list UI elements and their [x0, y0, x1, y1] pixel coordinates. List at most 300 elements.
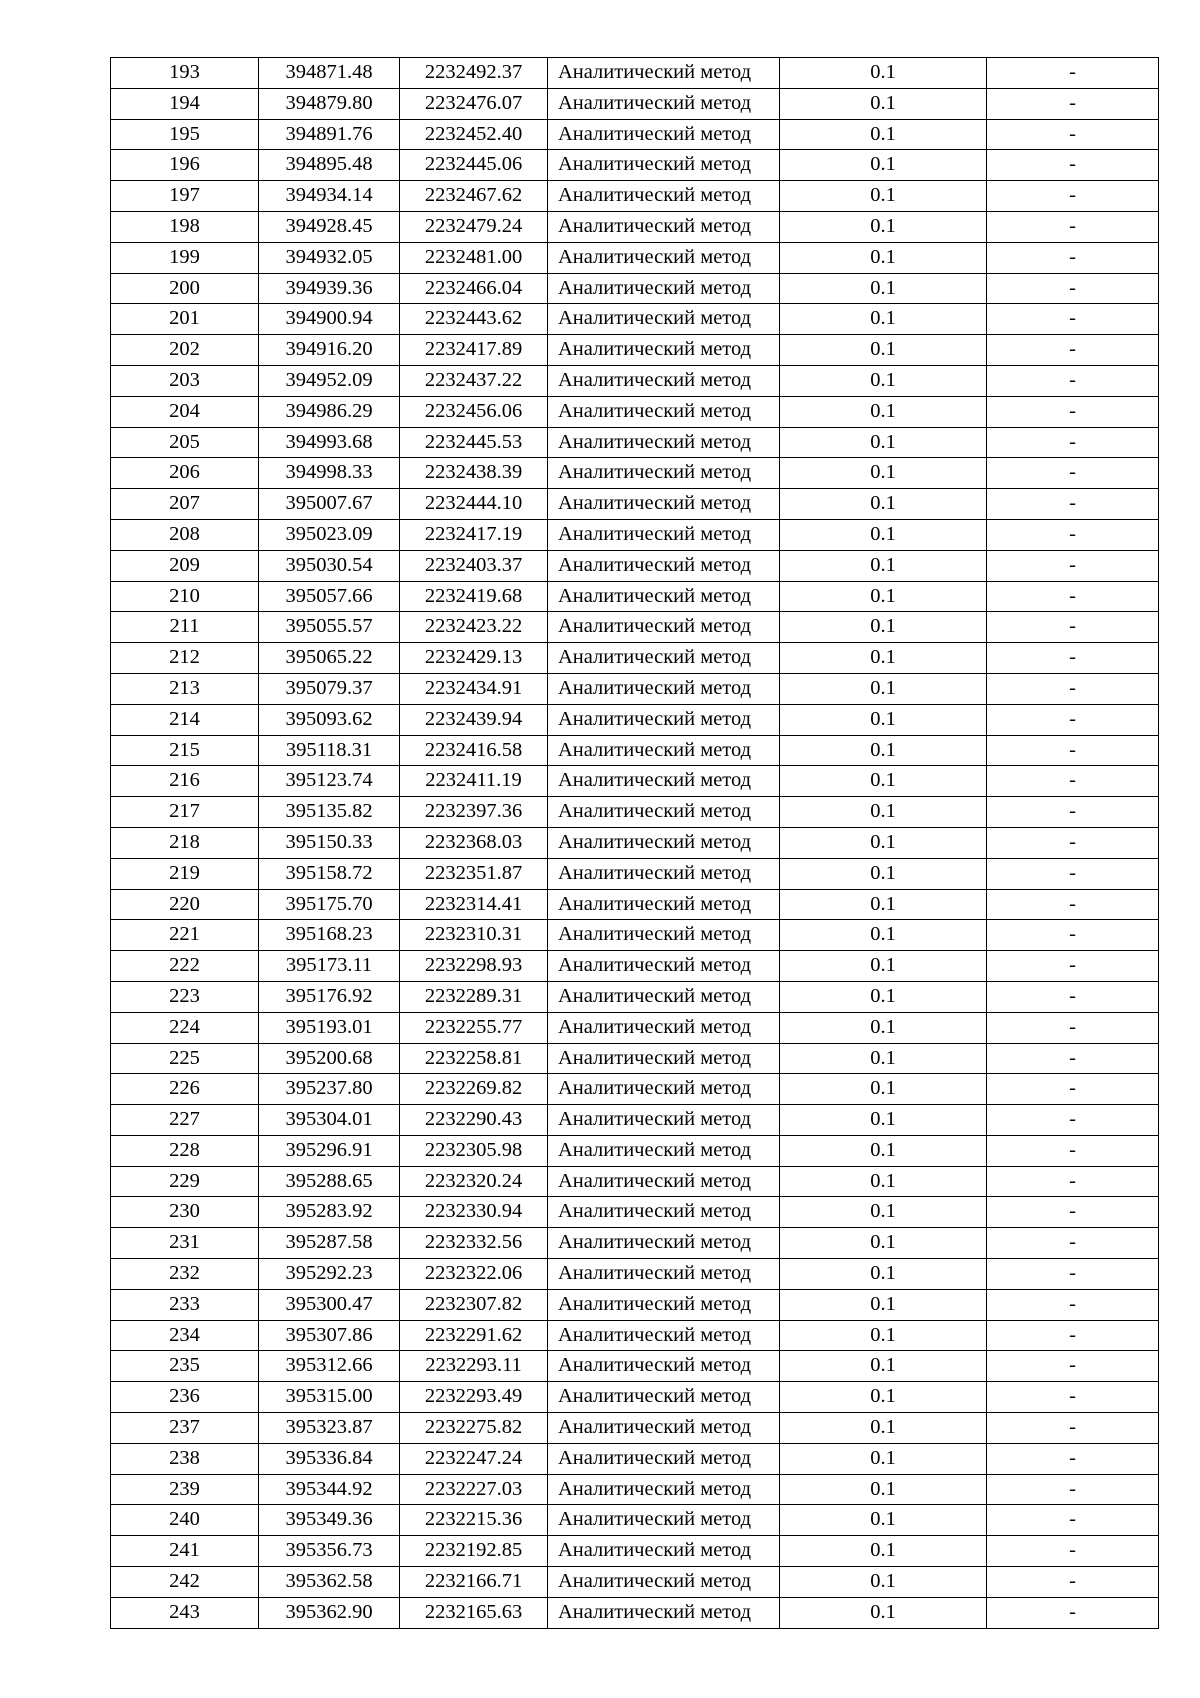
table-row — [111, 766, 1159, 797]
description-cell: - — [987, 1289, 1159, 1320]
x-coordinate-cell: 395362.90 — [259, 1597, 400, 1628]
accuracy-cell: 0.1 — [780, 1043, 987, 1074]
y-coordinate-cell: 2232310.31 — [400, 920, 548, 951]
accuracy-cell: 0.1 — [780, 858, 987, 889]
y-coordinate-cell: 2232437.22 — [400, 365, 548, 396]
accuracy-cell: 0.1 — [780, 181, 987, 212]
point-number-cell: 235 — [111, 1351, 259, 1382]
y-coordinate-cell: 2232330.94 — [400, 1197, 548, 1228]
method-cell: Аналитический метод — [548, 1043, 780, 1074]
point-number-cell: 209 — [111, 550, 259, 581]
x-coordinate-cell: 394928.45 — [259, 211, 400, 242]
x-coordinate-cell: 394891.76 — [259, 119, 400, 150]
method-cell: Аналитический метод — [548, 181, 780, 212]
description-cell: - — [987, 1043, 1159, 1074]
table-row — [111, 58, 1159, 89]
description-cell: - — [987, 150, 1159, 181]
method-cell: Аналитический метод — [548, 735, 780, 766]
table-row — [111, 1443, 1159, 1474]
point-number-cell: 197 — [111, 181, 259, 212]
y-coordinate-cell: 2232438.39 — [400, 458, 548, 489]
description-cell: - — [987, 889, 1159, 920]
x-coordinate-cell: 395200.68 — [259, 1043, 400, 1074]
accuracy-cell: 0.1 — [780, 981, 987, 1012]
accuracy-cell: 0.1 — [780, 704, 987, 735]
y-coordinate-cell: 2232439.94 — [400, 704, 548, 735]
table-row — [111, 304, 1159, 335]
y-coordinate-cell: 2232476.07 — [400, 88, 548, 119]
accuracy-cell: 0.1 — [780, 304, 987, 335]
description-cell: - — [987, 735, 1159, 766]
x-coordinate-cell: 394900.94 — [259, 304, 400, 335]
x-coordinate-cell: 395175.70 — [259, 889, 400, 920]
description-cell: - — [987, 1135, 1159, 1166]
accuracy-cell: 0.1 — [780, 1259, 987, 1290]
y-coordinate-cell: 2232291.62 — [400, 1320, 548, 1351]
description-cell: - — [987, 489, 1159, 520]
table-row — [111, 858, 1159, 889]
x-coordinate-cell: 394993.68 — [259, 427, 400, 458]
description-cell: - — [987, 519, 1159, 550]
point-number-cell: 215 — [111, 735, 259, 766]
point-number-cell: 218 — [111, 827, 259, 858]
method-cell: Аналитический метод — [548, 1259, 780, 1290]
point-number-cell: 217 — [111, 797, 259, 828]
method-cell: Аналитический метод — [548, 396, 780, 427]
description-cell: - — [987, 242, 1159, 273]
point-number-cell: 229 — [111, 1166, 259, 1197]
y-coordinate-cell: 2232293.11 — [400, 1351, 548, 1382]
point-number-cell: 206 — [111, 458, 259, 489]
description-cell: - — [987, 612, 1159, 643]
y-coordinate-cell: 2232456.06 — [400, 396, 548, 427]
y-coordinate-cell: 2232166.71 — [400, 1567, 548, 1598]
description-cell: - — [987, 1413, 1159, 1444]
point-number-cell: 193 — [111, 58, 259, 89]
x-coordinate-cell: 395288.65 — [259, 1166, 400, 1197]
table-row — [111, 88, 1159, 119]
accuracy-cell: 0.1 — [780, 1166, 987, 1197]
table-row — [111, 1320, 1159, 1351]
method-cell: Аналитический метод — [548, 550, 780, 581]
table-row — [111, 519, 1159, 550]
description-cell: - — [987, 304, 1159, 335]
description-cell: - — [987, 981, 1159, 1012]
x-coordinate-cell: 395065.22 — [259, 643, 400, 674]
description-cell: - — [987, 951, 1159, 982]
accuracy-cell: 0.1 — [780, 766, 987, 797]
description-cell: - — [987, 1197, 1159, 1228]
y-coordinate-cell: 2232307.82 — [400, 1289, 548, 1320]
method-cell: Аналитический метод — [548, 766, 780, 797]
accuracy-cell: 0.1 — [780, 735, 987, 766]
x-coordinate-cell: 395135.82 — [259, 797, 400, 828]
point-number-cell: 240 — [111, 1505, 259, 1536]
method-cell: Аналитический метод — [548, 1105, 780, 1136]
accuracy-cell: 0.1 — [780, 673, 987, 704]
point-number-cell: 236 — [111, 1382, 259, 1413]
accuracy-cell: 0.1 — [780, 797, 987, 828]
point-number-cell: 205 — [111, 427, 259, 458]
description-cell: - — [987, 1382, 1159, 1413]
method-cell: Аналитический метод — [548, 273, 780, 304]
description-cell: - — [987, 1443, 1159, 1474]
y-coordinate-cell: 2232305.98 — [400, 1135, 548, 1166]
accuracy-cell: 0.1 — [780, 643, 987, 674]
y-coordinate-cell: 2232255.77 — [400, 1012, 548, 1043]
x-coordinate-cell: 395079.37 — [259, 673, 400, 704]
y-coordinate-cell: 2232481.00 — [400, 242, 548, 273]
accuracy-cell: 0.1 — [780, 1074, 987, 1105]
table-row — [111, 1382, 1159, 1413]
method-cell: Аналитический метод — [548, 581, 780, 612]
point-number-cell: 195 — [111, 119, 259, 150]
y-coordinate-cell: 2232397.36 — [400, 797, 548, 828]
y-coordinate-cell: 2232192.85 — [400, 1536, 548, 1567]
method-cell: Аналитический метод — [548, 1351, 780, 1382]
y-coordinate-cell: 2232289.31 — [400, 981, 548, 1012]
x-coordinate-cell: 395344.92 — [259, 1474, 400, 1505]
x-coordinate-cell: 395287.58 — [259, 1228, 400, 1259]
method-cell: Аналитический метод — [548, 1135, 780, 1166]
x-coordinate-cell: 395055.57 — [259, 612, 400, 643]
y-coordinate-cell: 2232322.06 — [400, 1259, 548, 1290]
x-coordinate-cell: 395123.74 — [259, 766, 400, 797]
description-cell: - — [987, 797, 1159, 828]
accuracy-cell: 0.1 — [780, 1289, 987, 1320]
table-row — [111, 612, 1159, 643]
accuracy-cell: 0.1 — [780, 1536, 987, 1567]
point-number-cell: 201 — [111, 304, 259, 335]
point-number-cell: 216 — [111, 766, 259, 797]
method-cell: Аналитический метод — [548, 242, 780, 273]
point-number-cell: 230 — [111, 1197, 259, 1228]
table-row — [111, 458, 1159, 489]
point-number-cell: 241 — [111, 1536, 259, 1567]
accuracy-cell: 0.1 — [780, 1012, 987, 1043]
description-cell: - — [987, 211, 1159, 242]
accuracy-cell: 0.1 — [780, 396, 987, 427]
point-number-cell: 196 — [111, 150, 259, 181]
point-number-cell: 231 — [111, 1228, 259, 1259]
point-number-cell: 225 — [111, 1043, 259, 1074]
point-number-cell: 207 — [111, 489, 259, 520]
point-number-cell: 243 — [111, 1597, 259, 1628]
x-coordinate-cell: 394952.09 — [259, 365, 400, 396]
accuracy-cell: 0.1 — [780, 1105, 987, 1136]
accuracy-cell: 0.1 — [780, 211, 987, 242]
accuracy-cell: 0.1 — [780, 1320, 987, 1351]
table-row — [111, 827, 1159, 858]
accuracy-cell: 0.1 — [780, 489, 987, 520]
description-cell: - — [987, 1166, 1159, 1197]
accuracy-cell: 0.1 — [780, 119, 987, 150]
point-number-cell: 242 — [111, 1567, 259, 1598]
method-cell: Аналитический метод — [548, 951, 780, 982]
description-cell: - — [987, 365, 1159, 396]
description-cell: - — [987, 1012, 1159, 1043]
method-cell: Аналитический метод — [548, 1197, 780, 1228]
description-cell: - — [987, 827, 1159, 858]
y-coordinate-cell: 2232332.56 — [400, 1228, 548, 1259]
point-number-cell: 203 — [111, 365, 259, 396]
y-coordinate-cell: 2232417.89 — [400, 335, 548, 366]
accuracy-cell: 0.1 — [780, 581, 987, 612]
point-number-cell: 212 — [111, 643, 259, 674]
accuracy-cell: 0.1 — [780, 58, 987, 89]
table-row — [111, 1567, 1159, 1598]
accuracy-cell: 0.1 — [780, 1597, 987, 1628]
x-coordinate-cell: 395168.23 — [259, 920, 400, 951]
y-coordinate-cell: 2232247.24 — [400, 1443, 548, 1474]
x-coordinate-cell: 394998.33 — [259, 458, 400, 489]
method-cell: Аналитический метод — [548, 58, 780, 89]
description-cell: - — [987, 458, 1159, 489]
table-row — [111, 1012, 1159, 1043]
y-coordinate-cell: 2232434.91 — [400, 673, 548, 704]
point-number-cell: 221 — [111, 920, 259, 951]
description-cell: - — [987, 181, 1159, 212]
method-cell: Аналитический метод — [548, 335, 780, 366]
table-row — [111, 242, 1159, 273]
x-coordinate-cell: 395300.47 — [259, 1289, 400, 1320]
method-cell: Аналитический метод — [548, 1320, 780, 1351]
accuracy-cell: 0.1 — [780, 1382, 987, 1413]
method-cell: Аналитический метод — [548, 797, 780, 828]
accuracy-cell: 0.1 — [780, 365, 987, 396]
table-row — [111, 704, 1159, 735]
point-number-cell: 219 — [111, 858, 259, 889]
description-cell: - — [987, 1474, 1159, 1505]
point-number-cell: 210 — [111, 581, 259, 612]
x-coordinate-cell: 394895.48 — [259, 150, 400, 181]
table-row — [111, 427, 1159, 458]
x-coordinate-cell: 395057.66 — [259, 581, 400, 612]
point-number-cell: 200 — [111, 273, 259, 304]
x-coordinate-cell: 394916.20 — [259, 335, 400, 366]
accuracy-cell: 0.1 — [780, 1413, 987, 1444]
y-coordinate-cell: 2232320.24 — [400, 1166, 548, 1197]
x-coordinate-cell: 395150.33 — [259, 827, 400, 858]
x-coordinate-cell: 394939.36 — [259, 273, 400, 304]
table-row — [111, 150, 1159, 181]
point-number-cell: 224 — [111, 1012, 259, 1043]
method-cell: Аналитический метод — [548, 304, 780, 335]
point-number-cell: 232 — [111, 1259, 259, 1290]
y-coordinate-cell: 2232368.03 — [400, 827, 548, 858]
x-coordinate-cell: 395283.92 — [259, 1197, 400, 1228]
accuracy-cell: 0.1 — [780, 242, 987, 273]
accuracy-cell: 0.1 — [780, 458, 987, 489]
description-cell: - — [987, 1228, 1159, 1259]
table-row — [111, 1474, 1159, 1505]
y-coordinate-cell: 2232275.82 — [400, 1413, 548, 1444]
table-row — [111, 1135, 1159, 1166]
table-row — [111, 1074, 1159, 1105]
x-coordinate-cell: 395349.36 — [259, 1505, 400, 1536]
accuracy-cell: 0.1 — [780, 519, 987, 550]
method-cell: Аналитический метод — [548, 458, 780, 489]
method-cell: Аналитический метод — [548, 1074, 780, 1105]
y-coordinate-cell: 2232444.10 — [400, 489, 548, 520]
table-row — [111, 1043, 1159, 1074]
point-number-cell: 194 — [111, 88, 259, 119]
x-coordinate-cell: 395193.01 — [259, 1012, 400, 1043]
point-number-cell: 238 — [111, 1443, 259, 1474]
method-cell: Аналитический метод — [548, 643, 780, 674]
accuracy-cell: 0.1 — [780, 335, 987, 366]
method-cell: Аналитический метод — [548, 211, 780, 242]
x-coordinate-cell: 395007.67 — [259, 489, 400, 520]
description-cell: - — [987, 1351, 1159, 1382]
y-coordinate-cell: 2232298.93 — [400, 951, 548, 982]
point-number-cell: 220 — [111, 889, 259, 920]
table-row — [111, 119, 1159, 150]
coordinates-table-body — [111, 58, 1159, 1629]
y-coordinate-cell: 2232314.41 — [400, 889, 548, 920]
description-cell: - — [987, 920, 1159, 951]
description-cell: - — [987, 88, 1159, 119]
method-cell: Аналитический метод — [548, 1567, 780, 1598]
point-number-cell: 198 — [111, 211, 259, 242]
description-cell: - — [987, 1505, 1159, 1536]
x-coordinate-cell: 395023.09 — [259, 519, 400, 550]
method-cell: Аналитический метод — [548, 1166, 780, 1197]
x-coordinate-cell: 395030.54 — [259, 550, 400, 581]
method-cell: Аналитический метод — [548, 1228, 780, 1259]
point-number-cell: 234 — [111, 1320, 259, 1351]
method-cell: Аналитический метод — [548, 858, 780, 889]
point-number-cell: 202 — [111, 335, 259, 366]
description-cell: - — [987, 550, 1159, 581]
method-cell: Аналитический метод — [548, 1443, 780, 1474]
table-row — [111, 335, 1159, 366]
accuracy-cell: 0.1 — [780, 550, 987, 581]
method-cell: Аналитический метод — [548, 1413, 780, 1444]
accuracy-cell: 0.1 — [780, 1351, 987, 1382]
y-coordinate-cell: 2232403.37 — [400, 550, 548, 581]
method-cell: Аналитический метод — [548, 365, 780, 396]
description-cell: - — [987, 581, 1159, 612]
y-coordinate-cell: 2232445.06 — [400, 150, 548, 181]
coordinates-table — [110, 57, 1159, 1629]
point-number-cell: 204 — [111, 396, 259, 427]
description-cell: - — [987, 673, 1159, 704]
x-coordinate-cell: 394986.29 — [259, 396, 400, 427]
x-coordinate-cell: 395312.66 — [259, 1351, 400, 1382]
accuracy-cell: 0.1 — [780, 889, 987, 920]
table-row — [111, 1413, 1159, 1444]
accuracy-cell: 0.1 — [780, 1135, 987, 1166]
method-cell: Аналитический метод — [548, 673, 780, 704]
accuracy-cell: 0.1 — [780, 951, 987, 982]
y-coordinate-cell: 2232165.63 — [400, 1597, 548, 1628]
x-coordinate-cell: 395237.80 — [259, 1074, 400, 1105]
table-row — [111, 1536, 1159, 1567]
table-row — [111, 1105, 1159, 1136]
x-coordinate-cell: 394879.80 — [259, 88, 400, 119]
method-cell: Аналитический метод — [548, 889, 780, 920]
method-cell: Аналитический метод — [548, 88, 780, 119]
method-cell: Аналитический метод — [548, 519, 780, 550]
accuracy-cell: 0.1 — [780, 1505, 987, 1536]
x-coordinate-cell: 395304.01 — [259, 1105, 400, 1136]
description-cell: - — [987, 58, 1159, 89]
x-coordinate-cell: 395356.73 — [259, 1536, 400, 1567]
method-cell: Аналитический метод — [548, 1505, 780, 1536]
description-cell: - — [987, 396, 1159, 427]
point-number-cell: 213 — [111, 673, 259, 704]
table-row — [111, 1351, 1159, 1382]
accuracy-cell: 0.1 — [780, 1443, 987, 1474]
y-coordinate-cell: 2232479.24 — [400, 211, 548, 242]
y-coordinate-cell: 2232227.03 — [400, 1474, 548, 1505]
accuracy-cell: 0.1 — [780, 920, 987, 951]
table-row — [111, 550, 1159, 581]
table-row — [111, 951, 1159, 982]
point-number-cell: 223 — [111, 981, 259, 1012]
table-row — [111, 1259, 1159, 1290]
method-cell: Аналитический метод — [548, 427, 780, 458]
table-row — [111, 1228, 1159, 1259]
table-row — [111, 920, 1159, 951]
y-coordinate-cell: 2232423.22 — [400, 612, 548, 643]
accuracy-cell: 0.1 — [780, 150, 987, 181]
x-coordinate-cell: 395336.84 — [259, 1443, 400, 1474]
point-number-cell: 222 — [111, 951, 259, 982]
accuracy-cell: 0.1 — [780, 1228, 987, 1259]
y-coordinate-cell: 2232466.04 — [400, 273, 548, 304]
description-cell: - — [987, 704, 1159, 735]
y-coordinate-cell: 2232290.43 — [400, 1105, 548, 1136]
x-coordinate-cell: 395292.23 — [259, 1259, 400, 1290]
table-row — [111, 643, 1159, 674]
method-cell: Аналитический метод — [548, 827, 780, 858]
description-cell: - — [987, 1567, 1159, 1598]
y-coordinate-cell: 2232443.62 — [400, 304, 548, 335]
y-coordinate-cell: 2232492.37 — [400, 58, 548, 89]
accuracy-cell: 0.1 — [780, 827, 987, 858]
accuracy-cell: 0.1 — [780, 88, 987, 119]
method-cell: Аналитический метод — [548, 1474, 780, 1505]
x-coordinate-cell: 395176.92 — [259, 981, 400, 1012]
accuracy-cell: 0.1 — [780, 427, 987, 458]
point-number-cell: 227 — [111, 1105, 259, 1136]
x-coordinate-cell: 395307.86 — [259, 1320, 400, 1351]
description-cell: - — [987, 427, 1159, 458]
point-number-cell: 211 — [111, 612, 259, 643]
point-number-cell: 226 — [111, 1074, 259, 1105]
description-cell: - — [987, 1259, 1159, 1290]
description-cell: - — [987, 335, 1159, 366]
point-number-cell: 237 — [111, 1413, 259, 1444]
method-cell: Аналитический метод — [548, 1289, 780, 1320]
y-coordinate-cell: 2232293.49 — [400, 1382, 548, 1413]
description-cell: - — [987, 1105, 1159, 1136]
y-coordinate-cell: 2232452.40 — [400, 119, 548, 150]
description-cell: - — [987, 766, 1159, 797]
x-coordinate-cell: 394934.14 — [259, 181, 400, 212]
table-row — [111, 211, 1159, 242]
y-coordinate-cell: 2232429.13 — [400, 643, 548, 674]
method-cell: Аналитический метод — [548, 489, 780, 520]
y-coordinate-cell: 2232467.62 — [400, 181, 548, 212]
table-row — [111, 735, 1159, 766]
table-row — [111, 1197, 1159, 1228]
x-coordinate-cell: 395158.72 — [259, 858, 400, 889]
description-cell: - — [987, 643, 1159, 674]
table-row — [111, 181, 1159, 212]
